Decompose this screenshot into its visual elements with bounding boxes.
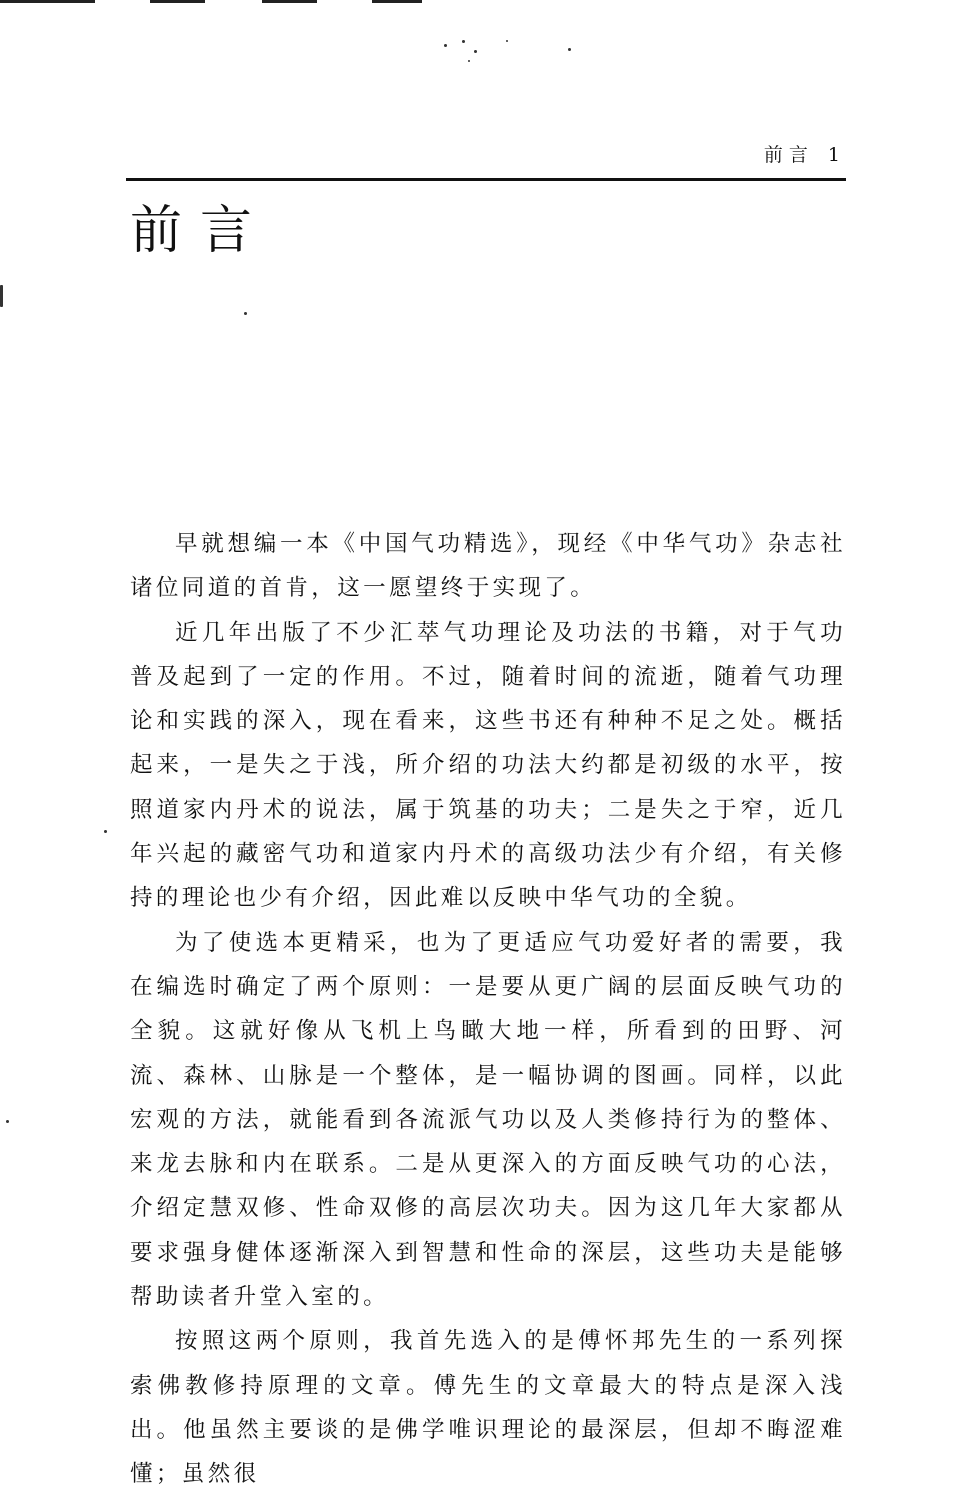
running-head-title: 前言 bbox=[763, 144, 814, 166]
scan-speck bbox=[506, 40, 508, 42]
header-rule bbox=[126, 178, 846, 181]
scan-mark bbox=[372, 0, 422, 3]
scan-speck bbox=[6, 1120, 9, 1123]
chapter-title: 前言 bbox=[130, 201, 271, 261]
scan-mark bbox=[0, 0, 95, 3]
page-number: 1 bbox=[827, 144, 846, 166]
scan-speck bbox=[468, 60, 470, 62]
scan-mark bbox=[150, 0, 205, 3]
paragraph: 近几年出版了不少汇萃气功理论及功法的书籍，对于气功普及起到了一定的作用。不过，随着时间的流逝，随着气功理论和实践的深入，现在看来，这些书还有种种不足之处。概括起来，一是失之于浅，所介绍的功法大约都是初级的水平，按照道家内丹术的说法，属于筑基的功夫；二是失之于窄，近几年兴起的藏密气功和道家内丹术的高级功法少有介绍，有关修持的理论也少有介绍，因此难以反映中华气功的全貌。 bbox=[130, 619, 846, 912]
scan-mark bbox=[262, 0, 317, 3]
paragraph: 早就想编一本《中国气功精选》，现经《中华气功》杂志社诸位同道的首肯，这一愿望终于实现了。 bbox=[130, 531, 846, 602]
scan-speck bbox=[444, 44, 447, 47]
body-text bbox=[130, 522, 846, 1497]
scan-speck bbox=[474, 50, 477, 53]
paragraph: 为了使选本更精采，也为了更适应气功爱好者的需要，我在编选时确定了两个原则：一是要从更广阔的层面反映气功的全貌。这就好像从飞机上鸟瞰大地一样，所看到的田野、河流、森林、山脉是一个整体，是一幅协调的图画。同样，以此宏观的方法，就能看到各流派气功以及人类修持行为的整体、来龙去脉和内在联系。二是从更深入的方面反映气功的心法，介绍定慧双修、性命双修的高层次功夫。因为这几年大家都从要求强身健体逐渐深入到智慧和性命的深层，这些功夫是能够帮助读者升堂入室的。 bbox=[130, 929, 846, 1311]
scan-speck bbox=[568, 48, 571, 51]
scan-speck bbox=[104, 830, 107, 833]
paragraph: 按照这两个原则，我首先选入的是傅怀邦先生的一系列探索佛教修持原理的文章。傅先生的文章最大的特点是深入浅出。他虽然主要谈的是佛学唯识理论的最深层，但却不晦涩难懂；虽然很 bbox=[130, 1328, 846, 1488]
running-head bbox=[126, 140, 846, 180]
scan-speck bbox=[0, 285, 3, 307]
scan-speck bbox=[244, 312, 247, 315]
scan-speck bbox=[462, 40, 465, 43]
